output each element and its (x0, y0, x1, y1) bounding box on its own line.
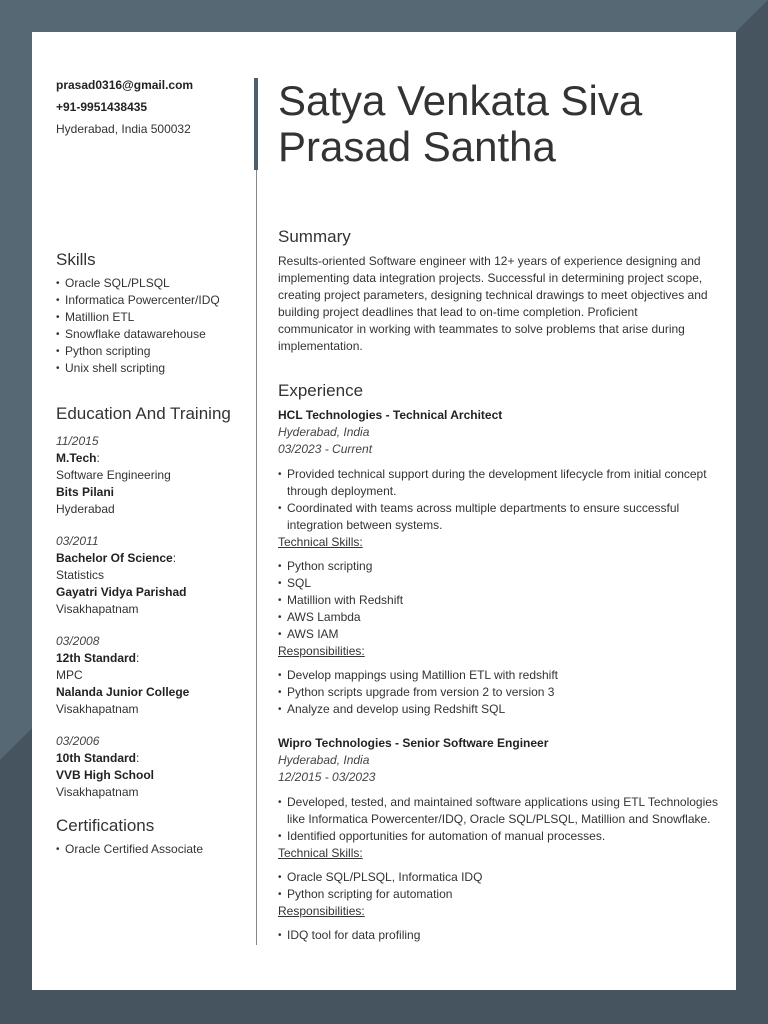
education-school: VVB High School (56, 768, 155, 782)
certifications-list (56, 841, 246, 858)
education-section (56, 403, 256, 816)
job-title: HCL Technologies - Technical Architect (278, 408, 503, 422)
education-date: 03/2008 (56, 634, 100, 648)
list-item: • Coordinated with teams across multiple departments to ensure successful integration between systems. (278, 500, 718, 534)
list-item: • Oracle SQL/PLSQL, Informatica IDQ (278, 869, 718, 886)
education-date: 11/2015 (56, 434, 99, 448)
technical-skills-list (278, 869, 718, 903)
certifications-heading: Certifications (56, 816, 155, 835)
responsibilities-list (278, 927, 718, 944)
job-dates: 12/2015 - 03/2023 (278, 770, 376, 784)
list-item: • AWS IAM (278, 626, 718, 643)
list-item: • Python scripting for automation (278, 886, 718, 903)
list-item: • Python scripting (56, 343, 246, 360)
job-bullets (278, 466, 718, 534)
education-school: Nalanda Junior College (56, 685, 190, 699)
technical-skills-label: Technical Skills: (278, 846, 363, 860)
summary-heading: Summary (278, 227, 351, 246)
candidate-name (278, 78, 642, 170)
education-date: 03/2006 (56, 734, 100, 748)
list-item: • Identified opportunities for automation of manual processes. (278, 828, 718, 845)
education-school: Bits Pilani (56, 485, 115, 499)
education-entry (56, 533, 256, 618)
education-school: Gayatri Vidya Parishad (56, 585, 187, 599)
education-location: Visakhapatnam (56, 785, 139, 799)
list-item: • Oracle SQL/PLSQL (56, 275, 246, 292)
list-item: • Matillion ETL (56, 309, 246, 326)
education-location: Visakhapatnam (56, 702, 139, 716)
name-line: Satya Venkata Siva (278, 77, 643, 124)
name-accent-bar (254, 78, 258, 170)
technical-skills-label: Technical Skills: (278, 535, 363, 549)
responsibilities-label: Responsibilities: (278, 644, 365, 658)
list-item: • Python scripting (278, 558, 718, 575)
education-field: Software Engineering (56, 468, 171, 482)
job-entry (278, 735, 718, 944)
education-entry (56, 633, 256, 718)
list-item: • Snowflake datawarehouse (56, 326, 246, 343)
list-item: • Oracle Certified Associate (56, 841, 246, 858)
responsibilities-label: Responsibilities: (278, 904, 365, 918)
name-line: Prasad Santha (278, 123, 556, 170)
education-heading: Education And Training (56, 404, 231, 423)
list-item: • Informatica Powercenter/IDQ (56, 292, 246, 309)
job-entry (278, 407, 718, 718)
education-degree: 12th Standard: (56, 651, 140, 665)
education-entry (56, 733, 256, 801)
job-bullets (278, 794, 718, 845)
education-entry (56, 433, 256, 518)
list-item: • Matillion with Redshift (278, 592, 718, 609)
job-dates: 03/2023 - Current (278, 442, 373, 456)
certifications-section (56, 815, 246, 858)
list-item: • AWS Lambda (278, 609, 718, 626)
skills-heading: Skills (56, 250, 96, 269)
education-degree: Bachelor Of Science: (56, 551, 177, 565)
responsibilities-list (278, 667, 718, 718)
contact-phone[interactable]: +91-9951438435 (56, 100, 148, 114)
list-item: • Developed, tested, and maintained software applications using ETL Technologies like Informatica Powercenter/IDQ, Oracle SQL/PLSQL, Matillion and Snowflake. (278, 794, 718, 828)
education-location: Hyderabad (56, 502, 115, 516)
technical-skills-list (278, 558, 718, 643)
education-date: 03/2011 (56, 534, 99, 548)
list-item: • Analyze and develop using Redshift SQL (278, 701, 718, 718)
list-item: • Develop mappings using Matillion ETL with redshift (278, 667, 718, 684)
job-location: Hyderabad, India (278, 425, 370, 439)
job-location: Hyderabad, India (278, 753, 370, 767)
contact-email[interactable]: prasad0316@gmail.com (56, 78, 194, 92)
summary-text: Results-oriented Software engineer with 12+ years of experience designing and implementing data integration projects. Successful in determining project scope, creating project parameters, designing technical drawings to meet objectives and building project deadlines that lead to on-time completion. Proficient communicator in working with teammates to solve problems that arise during implementation. (278, 254, 708, 353)
contact-address: Hyderabad, India 500032 (56, 122, 191, 136)
list-item: • Python scripts upgrade from version 2 to version 3 (278, 684, 718, 701)
list-item: • SQL (278, 575, 718, 592)
skills-section (56, 249, 246, 377)
education-field: Statistics (56, 568, 105, 582)
education-degree: M.Tech: (56, 451, 100, 465)
list-item: • Provided technical support during the development lifecycle from initial concept through deployment. (278, 466, 718, 500)
education-field: MPC (56, 668, 83, 682)
job-title: Wipro Technologies - Senior Software Engineer (278, 736, 549, 750)
education-location: Visakhapatnam (56, 602, 139, 616)
list-item: • Unix shell scripting (56, 360, 246, 377)
experience-heading: Experience (278, 381, 364, 400)
column-divider (256, 170, 257, 945)
skills-list (56, 275, 246, 377)
education-degree: 10th Standard: (56, 751, 140, 765)
resume-page (32, 32, 736, 990)
list-item: • IDQ tool for data profiling (278, 927, 718, 944)
